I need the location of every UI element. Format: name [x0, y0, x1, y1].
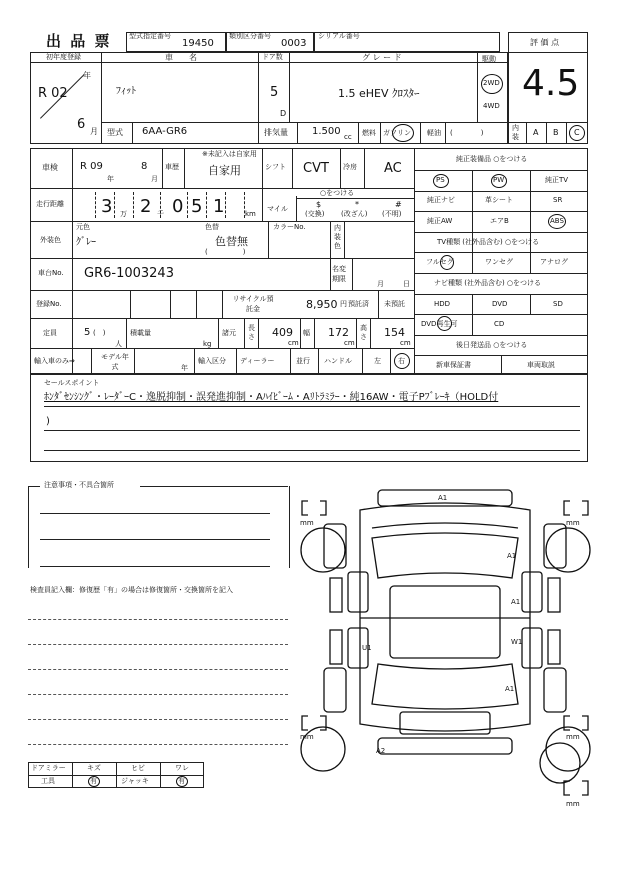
mark-hash: # — [395, 200, 402, 209]
leather-option: 革シート — [485, 196, 513, 204]
inspector-label: 検査員記入欄：修復歴「有」の場合は修復箇所・交換箇所を記入 — [30, 586, 233, 594]
drive-2wd: 2WD — [483, 79, 500, 87]
dvd-option: DVD — [492, 300, 508, 308]
height-label: 高さ — [360, 324, 367, 341]
damage-a1-right-mid: A1 — [511, 598, 521, 606]
damage-w1: W1 — [511, 638, 523, 646]
first-reg-year-unit: 年 — [83, 71, 91, 80]
handle-right: 右 — [398, 357, 405, 365]
jack-mark: 有 — [178, 777, 185, 785]
roof — [390, 586, 500, 658]
first-reg-label: 初年度登録 — [46, 53, 81, 61]
name-change-month: 月 — [377, 280, 384, 288]
tools-crack: ヒビ — [131, 764, 145, 772]
tools-jack: ジャッキ — [121, 777, 149, 785]
wheel-front-right — [546, 528, 590, 572]
mileage-unit-sen: 千 — [157, 210, 164, 218]
mileage-digit: 2 — [140, 196, 152, 217]
shift-label: シフト — [265, 163, 286, 171]
tools-tools: 工具 — [41, 777, 55, 785]
tools-door-mirror: ドアミラー — [31, 764, 66, 772]
ac-value: AC — [384, 161, 402, 176]
length-unit: cm — [288, 339, 299, 347]
bracket-top-left — [302, 501, 326, 515]
navi-option: 純正ナビ — [427, 196, 455, 204]
capacity-value: 5 — [84, 327, 91, 338]
recycle-label: リサイクル預託金 — [232, 295, 274, 313]
serial-label: シリアル番号 — [318, 32, 360, 40]
caution-label: 注意事項・不具合箇所 — [44, 481, 114, 489]
abs-option: ABS — [550, 217, 564, 225]
history-label: 車歴 — [165, 163, 179, 171]
pw-option: PW — [493, 176, 505, 184]
wheel-front-left — [301, 528, 345, 572]
inspection-era: R 09 — [80, 161, 103, 172]
color-value: ｸﾞﾚｰ — [76, 237, 96, 248]
exterior-label: 外装色 — [40, 236, 61, 244]
ac-label: 冷房 — [343, 163, 357, 171]
width-value: 172 — [328, 326, 349, 339]
mileage-unit-km: km — [245, 210, 256, 218]
spare-wheel — [540, 743, 580, 783]
first-reg-month: 6 — [77, 117, 86, 132]
sd-option: SD — [553, 300, 563, 308]
name-change-label: 名変期限 — [332, 265, 346, 283]
oneseg-option: ワンセグ — [485, 258, 513, 266]
fuel-paren: ( ) — [450, 129, 484, 137]
bracket-spare — [564, 781, 588, 795]
recycle-paid: 預託済 — [348, 300, 369, 308]
doors-type: D — [280, 109, 287, 118]
tools-mark: 有 — [90, 777, 97, 785]
airbag-option: エアB — [490, 217, 509, 225]
mm-bottom-left: mm — [300, 733, 314, 741]
car-name-label: 車 名 — [165, 53, 197, 62]
mark-dollar-note: (交換) — [305, 210, 325, 218]
height-value: 154 — [384, 326, 405, 339]
recycle-value: 8,950 — [306, 298, 338, 311]
inspection-label: 車検 — [42, 163, 58, 172]
mark-star-note: (改ざん) — [341, 210, 368, 218]
damage-a1-top: A1 — [438, 494, 448, 502]
mile-label: マイル — [267, 205, 288, 213]
height-unit: cm — [400, 339, 411, 347]
category-label: 類別区分番号 — [229, 32, 271, 40]
rating-value: 4.5 — [522, 63, 580, 104]
load-unit: kg — [203, 340, 212, 348]
capacity-unit: 人 — [115, 340, 122, 348]
mileage-digit: 1 — [213, 196, 225, 217]
load-label: 積載量 — [130, 329, 151, 337]
capacity-paren: ( ) — [93, 329, 106, 337]
interior-c: C — [574, 128, 580, 137]
manual-option: 車両取説 — [527, 361, 555, 369]
recycle-unit: 円 — [340, 300, 347, 308]
model-year-unit: 年 — [181, 364, 188, 372]
mark-star: * — [355, 200, 359, 209]
front-glass — [372, 533, 518, 578]
recycle-unpaid: 未預託 — [384, 300, 405, 308]
parallel-option: 並行 — [296, 357, 310, 365]
dealer-option: ディーラー — [240, 357, 275, 365]
tv-type-label: TV種類 (社外品含む) ○をつける — [437, 238, 540, 246]
model-label: 型式 — [107, 128, 123, 137]
rear-bumper — [378, 738, 512, 754]
bracket-top-right — [564, 501, 588, 515]
repaint-label: 色替 — [205, 223, 219, 231]
mileage-digit: 5 — [191, 196, 203, 217]
interior-label: 内装 — [512, 124, 519, 141]
color-no-label: カラーNo. — [273, 223, 306, 231]
grade-value: 1.5 eHEV ｸﾛｽﾀｰ — [338, 87, 420, 100]
sales-point-line1: ﾎﾝﾀﾞｾﾝｼﾝｸﾞ・ﾚｰﾀﾞｰC・逸脱抑制・誤発進抑制・Aﾊｲﾋﾞｰﾑ・Aﾘﾄﾗﾐﾗｰ・純16AW・電子Pﾌﾞﾚｰｷ（HOLD付 — [44, 392, 499, 403]
rating-label: 評 価 点 — [530, 38, 560, 47]
mark-hash-note: (不明) — [382, 210, 402, 218]
import-type-label: 輸入区分 — [198, 357, 226, 365]
length-label: 長さ — [248, 324, 255, 341]
tools-break: ワレ — [175, 764, 189, 772]
interior-a: A — [533, 128, 539, 137]
shift-value: CVT — [303, 161, 329, 176]
sheet-title: 出 品 票 — [46, 32, 112, 50]
fuel-diesel-label: 軽油 — [427, 129, 441, 137]
car-damage-diagram — [290, 468, 600, 808]
mileage-digit: 3 — [101, 196, 113, 217]
inspection-month-unit: 月 — [151, 175, 158, 183]
grade-label: グ レ ー ド — [362, 53, 402, 62]
displacement-unit: cc — [344, 133, 352, 141]
attach-note: ○をつける — [320, 189, 355, 197]
length-value: 409 — [272, 326, 293, 339]
damage-a1-right-rear: A1 — [505, 685, 515, 693]
mm-top-right: mm — [566, 519, 580, 527]
model-designation-label: 型式指定番号 — [129, 32, 171, 40]
sales-point-box — [30, 374, 588, 462]
rear-glass — [372, 664, 518, 709]
doors-value: 5 — [270, 85, 279, 100]
first-reg-era: R 02 — [38, 86, 68, 101]
mm-spare: mm — [566, 800, 580, 808]
history-value: 自家用 — [208, 164, 241, 177]
tv-option: 純正TV — [545, 176, 569, 184]
mileage-label: 走行距離 — [36, 200, 64, 208]
mm-top-left: mm — [300, 519, 314, 527]
navi-type-label: ナビ種類 (社外品含む) ○をつける — [434, 279, 542, 287]
fuel-label: 燃料 — [362, 129, 376, 137]
mark-dollar: $ — [316, 200, 322, 209]
drive-label: 駆動 — [482, 55, 496, 63]
car-name-value: ﾌｨｯﾄ — [116, 86, 136, 97]
fuel-gas: ガソリン — [383, 129, 411, 137]
tools-scratch: キズ — [87, 764, 101, 772]
handle-label: ハンドル — [324, 357, 352, 365]
damage-a2: A2 — [376, 747, 386, 755]
analog-option: アナログ — [540, 258, 568, 266]
model-year-label: モデル年式 — [101, 353, 129, 371]
interior-b: B — [553, 128, 559, 137]
warranty-option: 新車保証書 — [436, 361, 471, 369]
model-value: 6AA-GR6 — [142, 126, 188, 137]
model-designation-value: 19450 — [182, 38, 214, 49]
bracket-bottom-left — [302, 716, 326, 730]
drive-4wd: 4WD — [483, 102, 500, 110]
mm-bottom-right: mm — [566, 733, 580, 741]
repaint-value: 色替無 — [215, 235, 248, 248]
chassis-value: GR6-1003243 — [84, 266, 174, 281]
sr-option: SR — [553, 196, 563, 204]
displacement-label: 排気量 — [264, 128, 288, 137]
width-label: 幅 — [303, 329, 310, 337]
car-body — [360, 503, 530, 731]
sales-point-line2: ) — [46, 416, 50, 427]
dvd-play-option: DVD再生可 — [421, 320, 458, 328]
shipping-label: 後日発送品 ○をつける — [456, 341, 528, 349]
displacement-value: 1.500 — [312, 126, 341, 137]
category-value: 0003 — [281, 38, 307, 49]
dims-label: 諸元 — [222, 329, 236, 337]
damage-u1: U1 — [362, 644, 372, 652]
inspection-month: 8 — [141, 161, 148, 172]
fullseg-option: フルセグ — [426, 258, 454, 266]
handle-left: 左 — [374, 357, 381, 365]
inspection-year-unit: 年 — [107, 175, 114, 183]
repaint-paren: ( ) — [205, 248, 246, 256]
first-reg-month-unit: 月 — [90, 127, 98, 136]
genuine-label: 純正装備品 ○をつける — [456, 155, 528, 163]
sales-point-label: セールスポイント — [44, 379, 100, 387]
mileage-digit: 0 — [172, 196, 184, 217]
capacity-label: 定員 — [43, 329, 57, 337]
cd-option: CD — [494, 320, 505, 328]
hdd-option: HDD — [434, 300, 451, 308]
width-unit: cm — [344, 339, 355, 347]
ps-option: PS — [436, 176, 445, 184]
aw-option: 純正AW — [427, 217, 453, 225]
interior-color-label: 内装色 — [334, 224, 341, 250]
orig-color-label: 元色 — [76, 223, 90, 231]
import-label: 輸入車のみ⇒ — [34, 357, 75, 365]
damage-a1-right-front: A1 — [507, 552, 517, 560]
reg-no-label: 登録No. — [36, 300, 62, 308]
mileage-unit-man: 万 — [120, 210, 127, 218]
doors-label: ドア数 — [262, 53, 283, 61]
history-note: ※未記入は自家用 — [202, 150, 257, 158]
name-change-day: 日 — [403, 280, 410, 288]
chassis-label: 車台No. — [38, 269, 64, 277]
